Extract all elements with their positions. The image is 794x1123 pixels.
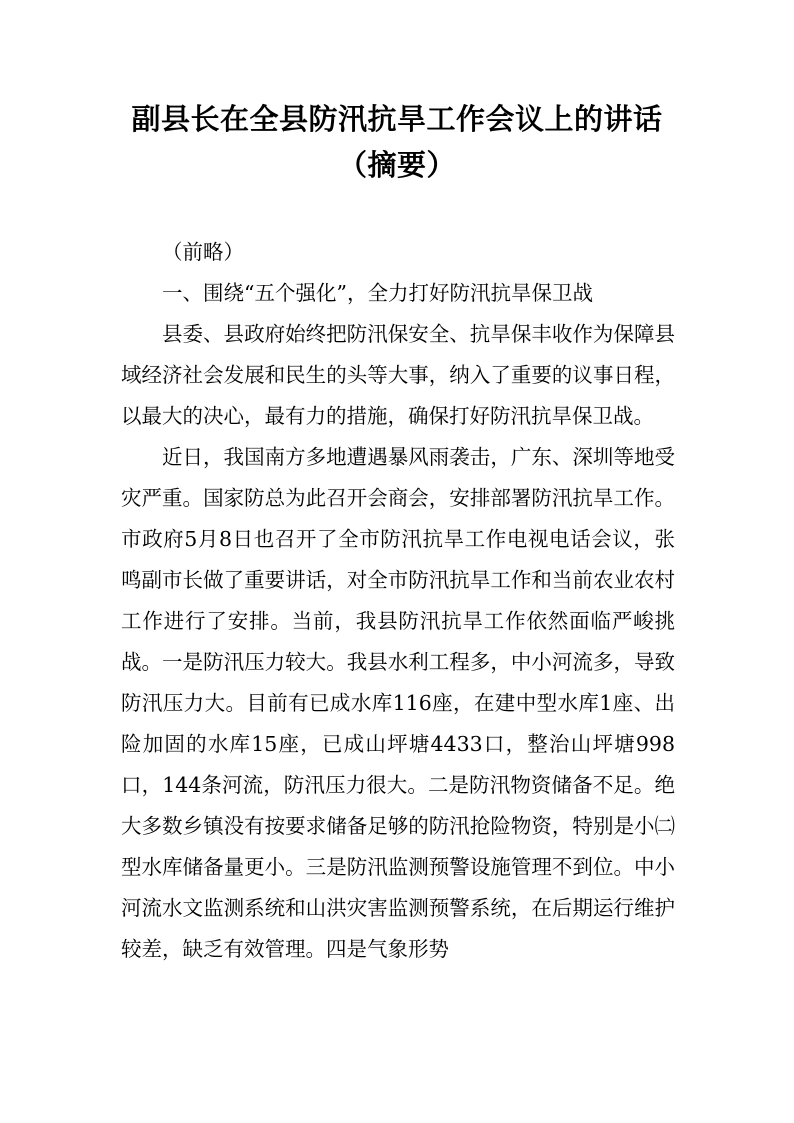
paragraph: 县委、县政府始终把防汛保安全、抗旱保丰收作为保障县域经济社会发展和民生的头等大事，纳入了重要的议事日程，以最大的决心，最有力的措施，确保打好防汛抗旱保卫战。: [121, 322, 675, 428]
document-title: 副县长在全县防汛抗旱工作会议上的讲话（摘要）: [131, 102, 663, 182]
document-body: [121, 232, 675, 970]
paragraph-preface: （前略）: [162, 240, 244, 264]
section-heading: 一、围绕“五个强化”，全力打好防汛抗旱保卫战: [162, 281, 593, 305]
paragraph: 近日，我国南方多地遭遇暴风雨袭击，广东、深圳等地受灾严重。国家防总为此召开会商会，安排部署防汛抗旱工作。市政府5月8日也召开了全市防汛抗旱工作电视电话会议，张鸣副市长做了重要讲话，对全市防汛抗旱工作和当前农业农村工作进行了安排。当前，我县防汛抗旱工作依然面临严峻挑战。一是防汛压力较大。我县水利工程多，中小河流多，导致防汛压力大。目前有已成水库116座，在建中型水库1座、出险加固的水库15座，已成山坪塘4433口，整治山坪塘998口，144条河流，防汛压力很大。二是防汛物资储备不足。绝大多数乡镇没有按要求储备足够的防汛抢险物资，特别是小㈡型水库储备量更小。三是防汛监测预警设施管理不到位。中小河流水文监测系统和山洪灾害监测预警系统，在后期运行维护较差，缺乏有效管理。四是气象形势: [121, 445, 675, 961]
